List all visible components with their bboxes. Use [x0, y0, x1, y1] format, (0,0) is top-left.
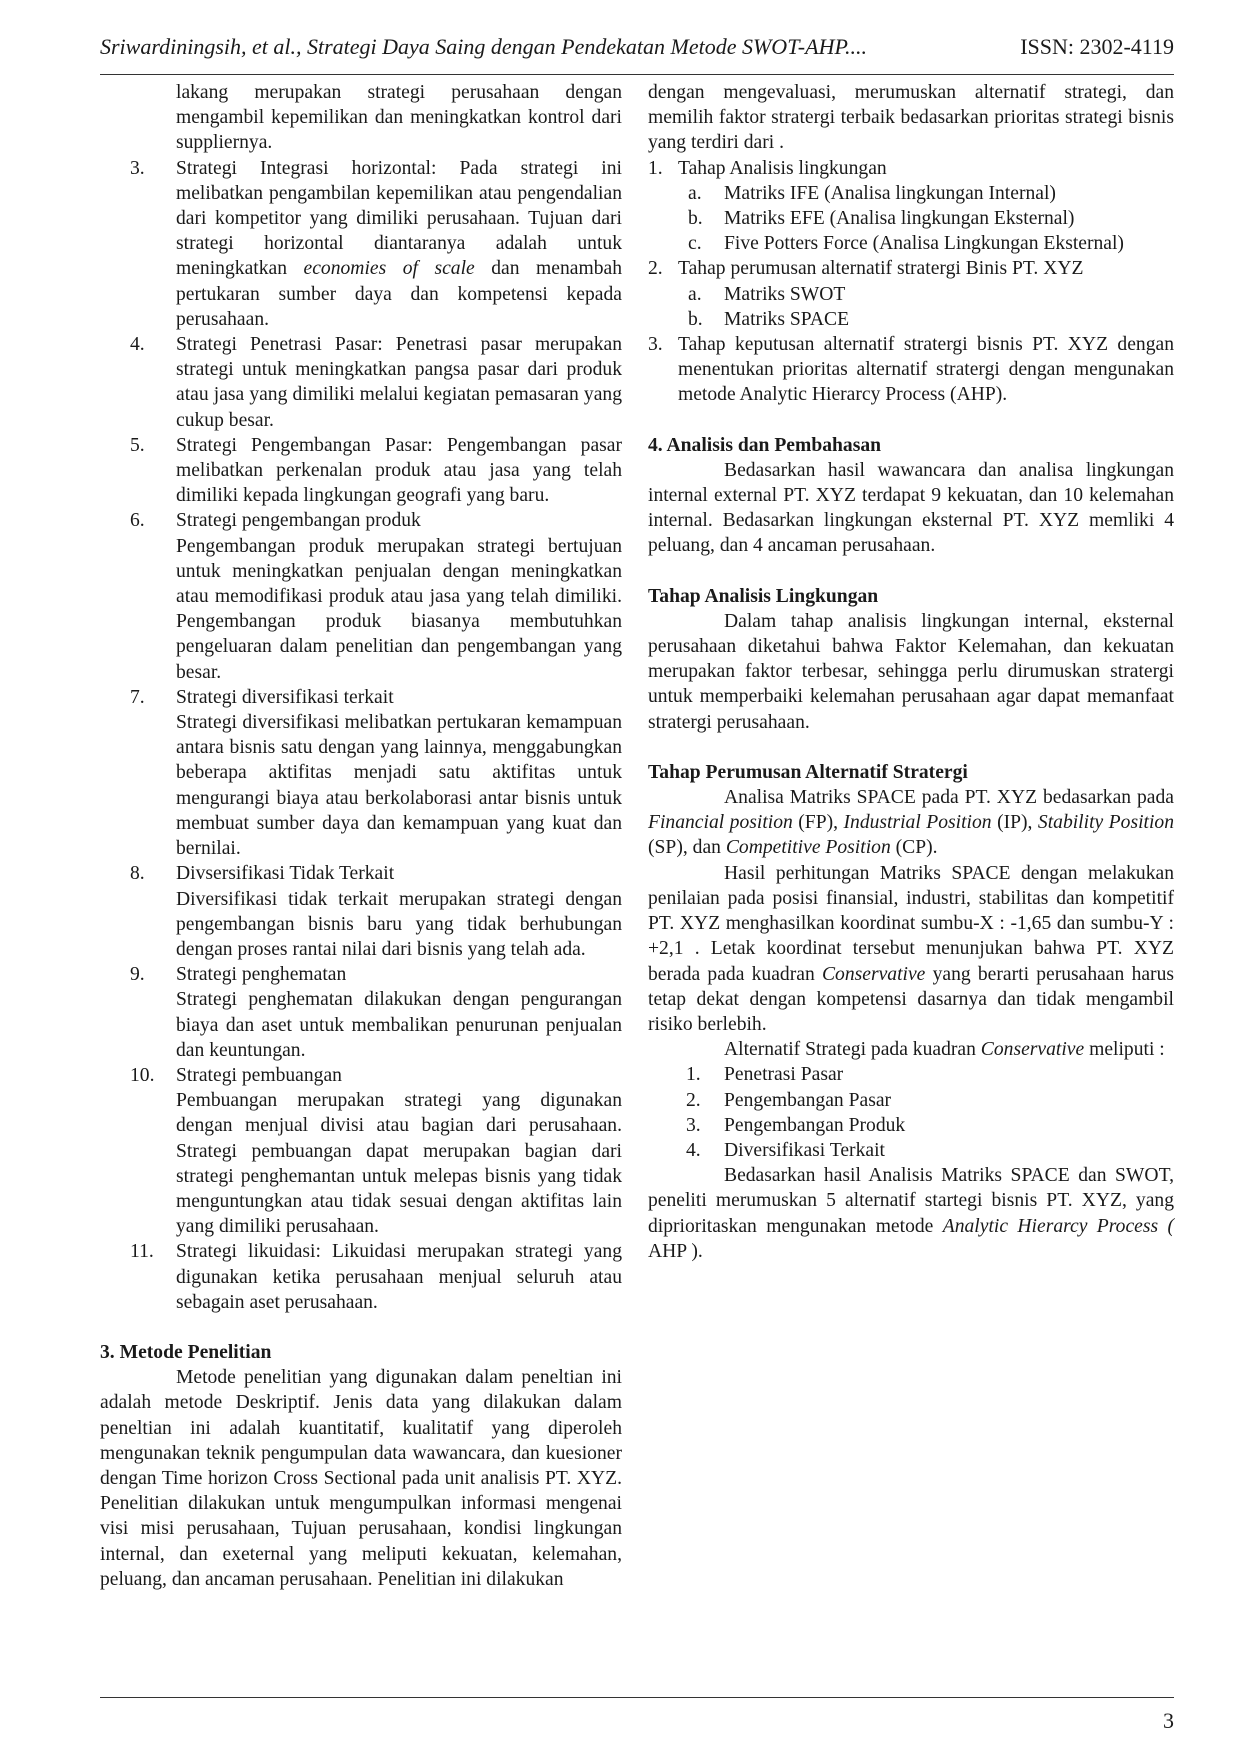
list-number: 7. — [130, 686, 145, 708]
section-3-paragraph: Metode penelitian yang digunakan dalam peneltian ini adalah metode Deskriptif. Jenis data yang dilakukan dalam peneltian ini adalah kuantitatif, kualitatif yang diperoleh mengunakan teknik pengumpulan data wawancara, dan kuesioner dengan Time horizon Cross Sectional pada unit analisis PT. XYZ. Penelitian dilakukan untuk mengumpulkan informasi mengenai visi misi perusahaan, Tujuan perusahaan, kondisi lingkungan internal, dan exeternal yang meliputi kekuatan, kelemahan, peluang, dan ancaman perusahaan. Penelitian ini dilakukan — [100, 1367, 622, 1590]
list-number: 1. — [686, 1064, 701, 1086]
list-item-9 — [100, 962, 622, 1063]
step-1b — [648, 206, 1174, 231]
list-number: 8. — [130, 863, 145, 885]
step-text: Matriks SPACE — [724, 308, 850, 330]
list-number: 2. — [648, 258, 663, 280]
step-2-sublist — [648, 282, 1174, 332]
text-run: Strategi Integrasi horizontal: Pada strategi ini melibatkan pengambilan kepemilikan atau pengendalian dari kompetitor yang dimiliki perusahaan. Tujuan dari strategi horizontal diantaranya adalah untuk meningkatkan — [176, 157, 622, 280]
list-number: 1. — [648, 157, 663, 179]
list-item-title: Strategi penghematan — [176, 964, 347, 986]
step-1a — [648, 181, 1174, 206]
right-column — [648, 80, 1174, 1264]
list-item-body: Strategi penghematan dilakukan dengan pengurangan biaya dan aset untuk membalikan penurunan penjualan dan keuntungan. — [176, 989, 622, 1061]
alternative-strategies-list — [648, 1062, 1174, 1163]
step-text: Matriks SWOT — [724, 283, 846, 305]
step-2a — [648, 282, 1174, 307]
list-number: 3. — [686, 1114, 701, 1136]
list-letter: c. — [688, 233, 702, 255]
list-item — [648, 1113, 1174, 1138]
text-run: Analisa Matriks SPACE pada PT. XYZ bedasarkan pada — [724, 787, 1174, 809]
text-run: meliputi : — [1084, 1039, 1165, 1061]
list-item-title: Strategi diversifikasi terkait — [176, 686, 394, 708]
italic-term: Conservative — [980, 1039, 1085, 1061]
list-item-11 — [100, 1239, 622, 1315]
step-2 — [648, 256, 1174, 281]
continued-paragraph: lakang merupakan strategi perusahaan dengan mengambil kepemilikan dan meningkatkan kontrol dari suppliernya. — [176, 82, 622, 154]
text-run: (IP), — [991, 812, 1038, 834]
list-item-body: Strategi diversifikasi melibatkan pertukaran kemampuan antara bisnis satu dengan yang lainnya, menggabungkan beberapa aktifitas menjadi satu aktifitas untuk mengurangi biaya atau berkolaborasi antar bisnis untuk membuat sumber daya dan kemampuan yang kuat dan bernilai. — [176, 712, 622, 860]
list-item-7 — [100, 685, 622, 861]
italic-term: Conservative — [821, 963, 926, 985]
list-item-title: Divsersifikasi Tidak Terkait — [176, 863, 395, 885]
spacer — [648, 735, 1174, 760]
list-item-6 — [100, 508, 622, 684]
text-run: (SP), dan — [648, 837, 726, 859]
list-item-body: Diversifikasi tidak terkait merupakan strategi dengan pengembangan bisnis baru yang tidak berhubungan dengan proses rantai nilai dari bisnis yang telah ada. — [176, 888, 622, 960]
list-letter: b. — [688, 308, 703, 330]
step-text: Matriks IFE (Analisa lingkungan Internal) — [724, 182, 1056, 204]
italic-term: Industrial Position — [843, 812, 992, 834]
step-3 — [648, 332, 1174, 408]
text-run: Bedasarkan hasil Analisis Matriks SPACE dan SWOT, peneliti merumuskan 5 alternatif startegi bisnis PT. XYZ, yang diprioritaskan mengunakan metode — [648, 1165, 1174, 1237]
step-2b — [648, 307, 1174, 332]
spacer — [100, 1315, 622, 1340]
list-item-5 — [100, 433, 622, 509]
italic-term: Competitive Position — [725, 837, 891, 859]
list-item-text: Strategi likuidasi: Likuidasi merupakan strategi yang digunakan ketika perusahaan menjual seluruh atau sebagain aset perusahaan. — [176, 1241, 622, 1313]
text-run: dan menambah pertukaran sumber daya dan kompetensi kepada perusahaan. — [176, 258, 622, 330]
page-number: 3 — [1163, 1708, 1174, 1733]
text-run: Alternatif Strategi pada kuadran — [724, 1039, 981, 1061]
list-item-10 — [100, 1063, 622, 1239]
footer-rule — [100, 1697, 1174, 1698]
spacer — [648, 559, 1174, 584]
section-3-heading: 3. Metode Penelitian — [100, 1341, 272, 1363]
list-number: 9. — [130, 964, 145, 986]
list-number: 11. — [130, 1241, 154, 1263]
italic-term: Financial position — [648, 812, 793, 834]
list-item — [648, 1088, 1174, 1113]
step-text: Tahap Analisis lingkungan — [678, 157, 887, 179]
italic-term: Stability Position — [1037, 812, 1174, 834]
left-column — [100, 80, 622, 1592]
section-4-paragraph: Bedasarkan hasil wawancara dan analisa lingkungan internal external PT. XYZ terdapat 9 kekuatan, dan 10 kelemahan internal. Bedasarkan lingkungan eksternal PT. XYZ memliki 4 peluang, dan 4 ancaman perusahaan. — [648, 459, 1174, 557]
list-item-text: Strategi Pengembangan Pasar: Pengembangan pasar melibatkan perkenalan produk atau jasa yang telah dimiliki kepada lingkungan geografi yang baru. — [176, 434, 622, 507]
list-number: 3. — [648, 334, 663, 356]
list-number: 10. — [130, 1064, 155, 1086]
step-1 — [648, 156, 1174, 181]
method-steps — [648, 156, 1174, 408]
continued-paragraph: dengan mengevaluasi, merumuskan alternatif strategi, dan memilih faktor stratergi terbaik bedasarkan prioritas strategi bisnis yang terdiri dari . — [648, 82, 1174, 154]
header-title: Sriwardiningsih, et al., Strategi Daya Saing dengan Pendekatan Metode SWOT-AHP.... — [100, 34, 868, 59]
step-text: Five Potters Force (Analisa Lingkungan Eksternal) — [724, 233, 1124, 255]
italic-term: Analytic Hierarcy Process ( — [942, 1215, 1174, 1237]
step-text: Tahap perumusan alternatif stratergi Binis PT. XYZ — [678, 258, 1084, 280]
formulation-heading: Tahap Perumusan Alternatif Stratergi — [648, 761, 968, 783]
list-item-text — [176, 156, 622, 332]
text-run: yang berarti perusahaan harus tetap dekat dengan kompetensi dasarnya dan tidak mengambil risiko berlebih. — [648, 963, 1175, 1035]
list-number: 4. — [686, 1139, 701, 1161]
section-4-heading: 4. Analisis dan Pembahasan — [648, 434, 882, 456]
step-text: Tahap keputusan alternatif stratergi bisnis PT. XYZ dengan menentukan prioritas alternatif stratergi dengan mengunakan metode Analytic Hierarcy Process (AHP). — [678, 334, 1174, 406]
text-run: AHP ). — [648, 1240, 703, 1262]
alternatives-intro — [648, 1037, 1174, 1062]
list-item-text: Pengembangan Pasar — [724, 1089, 892, 1111]
list-number: 3. — [130, 157, 145, 179]
step-1c — [648, 231, 1174, 256]
text-run: (FP), — [792, 812, 844, 834]
step-text: Matriks EFE (Analisa lingkungan Eksternal) — [724, 208, 1075, 230]
list-number: 4. — [130, 334, 145, 356]
space-paragraph-2 — [648, 861, 1174, 1037]
list-letter: a. — [688, 182, 702, 204]
list-number: 5. — [130, 434, 145, 456]
step-1-sublist — [648, 181, 1174, 257]
list-item-3 — [100, 156, 622, 332]
header-rule — [100, 74, 1174, 75]
list-item-4 — [100, 332, 622, 433]
list-item-body: Pembuangan merupakan strategi yang digunakan dengan menjual divisi atau bagian dari perusahaan. Strategi pembuangan dapat merupakan bagian dari strategi penghemantan untuk melepas bisnis yang tidak menguntungkan atau tidak sesuai dengan aktifitas lain yang dimiliki perusahaan. — [176, 1090, 622, 1238]
list-letter: a. — [688, 283, 702, 305]
list-item-8 — [100, 861, 622, 962]
list-number: 2. — [686, 1089, 701, 1111]
list-item — [648, 1138, 1174, 1163]
list-item-text: Strategi Penetrasi Pasar: Penetrasi pasar merupakan strategi untuk meningkatkan pangsa pasar dari produk atau jasa yang dimiliki melalui kegiatan pemasaran yang cukup besar. — [176, 334, 622, 431]
list-letter: b. — [688, 208, 703, 230]
header-issn: ISSN: 2302-4119 — [1020, 34, 1174, 59]
list-item-text: Penetrasi Pasar — [724, 1064, 844, 1086]
spacer — [648, 408, 1174, 433]
list-item — [648, 1062, 1174, 1087]
env-analysis-heading: Tahap Analisis Lingkungan — [648, 585, 879, 607]
list-item-title: Strategi pengembangan produk — [176, 510, 421, 532]
list-number: 6. — [130, 510, 145, 532]
running-header — [100, 34, 1174, 62]
list-item-text: Diversifikasi Terkait — [724, 1139, 885, 1161]
list-item-title: Strategi pembuangan — [176, 1064, 342, 1086]
list-item-body: Pengembangan produk merupakan strategi bertujuan untuk meningkatkan penjualan dengan meningkatkan atau memodifikasi produk atau jasa yang telah dimiliki. Pengembangan produk biasanya membutuhkan pengeluaran dalam penelitian dan pengembangan yang besar. — [176, 535, 622, 683]
text-run: (CP). — [890, 837, 938, 859]
list-item-text: Pengembangan Produk — [724, 1114, 906, 1136]
space-paragraph-1 — [648, 785, 1174, 861]
final-paragraph — [648, 1163, 1174, 1264]
text-run: Hasil perhitungan Matriks SPACE dengan melakukan penilaian pada posisi finansial, industri, stabilitas dan kompetitif PT. XYZ menghasilkan koordinat sumbu-X : -1,65 dan sumbu-Y : +2,1 . Letak koordinat tersebut menunjukan bahwa PT. XYZ berada pada kuadran — [648, 862, 1174, 985]
env-analysis-paragraph: Dalam tahap analisis lingkungan internal, eksternal perusahaan diketahui bahwa Faktor Kelemahan, dan kekuatan merupakan faktor terbesar, sehingga perlu dirumuskan stratergi untuk memperbaiki kelemahan perusahaan agar dapat memanfaat stratergi perusahaan. — [648, 610, 1174, 733]
italic-term: economies of scale — [303, 258, 475, 280]
